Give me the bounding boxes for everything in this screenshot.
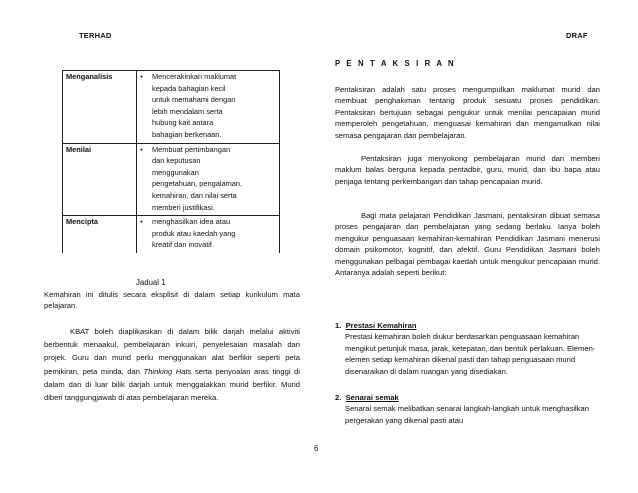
section-title: P E N T A K S I R A N (335, 59, 456, 68)
list-item-text: Prestasi kemahiran boleh diukur berdasarkan penguasaan kemahiran mengikut petunjuk masa, jarak, ketepatan, dan bentuk perlakuan. Elemen- elemen setiap kemahiran dikenal pasti dan tahap penguasaan murid disenaraikan di dalam ruangan yang disediakan. (345, 332, 596, 376)
page-number: 6 (314, 444, 319, 453)
left-paragraph-2: KBAT boleh diaplikasikan di dalam bilik darjah melalui aktiviti berbentuk menaakul, pembelajaran inkuiri, penyelesaian masalah dan projek. Guru dan murid perlu menggunakan alat berfikir seperti peta pemikiran, peta minda, dan Thinking Hats serta penyoalan aras tinggi di dalam dan di luar bilik darjah untuk menggalakkan murid berfikir. Murid diberi tanggungjawab di atas pembelajaran mereka. (44, 327, 300, 403)
table-description: menghasilkan idea atau produk atau kaedah yang kreatif dan inovatif. (146, 216, 280, 253)
table-term: Menganalisis (63, 71, 137, 144)
list-item: 1. Prestasi Kemahiran Prestasi kemahiran boleh diukur berdasarkan penguasaan kemahiran mengikut petunjuk masa, jarak, ketepatan, dan bentuk perlakuan. Elemen- elemen setiap kemahiran dikenal pasti dan tahap penguasaan murid disenaraikan di dalam ruangan yang disediakan. (335, 320, 603, 377)
right-paragraph-2: Pentaksiran juga menyokong pembelajaran murid dan memberi maklum balas berguna kepada pentadbir, guru, murid, dan ibu bapa atau penjaga tentang perkembangan dan tahap pencapaian murid. (335, 154, 600, 186)
list-item-title: Prestasi Kemahiran (345, 321, 417, 330)
right-paragraph-3: Bagi mata pelajaran Pendidikan Jasmani, pentaksiran dibuat semasa proses pengajaran dan pembelajaran yang sedang berlaku. Ianya boleh mengukur penguasaan kemahiran-kemahiran Pendidikan Jasmani menerusi domain psikomotor, kognitif, dan afektif. Guru Pendidikan Jasmani boleh menggunakan pelbagai pembagai kaedah untuk mengukur pencapaian murid. Antaranya adalah seperti berikut: (335, 211, 600, 278)
table-row (63, 216, 280, 253)
list-item-title: Senarai semak (345, 393, 399, 402)
table-caption: Jadual 1 (136, 278, 166, 287)
header-left-label: TERHAD (79, 31, 112, 40)
left-paragraph-1: Kemahiran ini ditulis secara eksplisit di dalam setiap kurikulum mata pelajaran. (44, 290, 300, 311)
right-paragraph-1: Pentaksiran adalah satu proses mengumpulkan maklumat murid dan membuat penghakiman tentang produk sesuatu proses pendidikan. Pentaksiran bertujuan sebagai pengukur untuk menilai pencapaian murid memperoleh pengetahuan, menguasai kemahiran dan mengamalkan nilai semasa pengajaran dan pembelajaran. (335, 85, 600, 140)
header-right-label: DRAF (566, 31, 588, 40)
bullet-icon: • (137, 143, 147, 216)
list-item-text: Senarai semak melibatkan senarai langkah-langkah untuk menghasilkan pergerakan yang dikenal pasti atau (345, 404, 589, 425)
thinking-hats-term: Thinking Hats (143, 366, 192, 376)
table-row (63, 143, 280, 216)
bullet-icon: • (137, 71, 147, 144)
list-item: 2. Senarai semak Senarai semak melibatkan senarai langkah-langkah untuk menghasilkan pergerakan yang dikenal pasti atau (335, 392, 603, 426)
table-row (63, 71, 280, 144)
table-description: Membuat pertimbangan dan keputusan menggunakan pengetahuan, pengalaman, kemahiran, dan nilai serta memberi justifikasi. (146, 143, 280, 216)
table-term: Menilai (63, 143, 137, 216)
bullet-icon: • (137, 216, 147, 253)
table-term: Mencipta (63, 216, 137, 253)
table-description: Mencerakinkan maklumat kepada bahagian kecil untuk memahami dengan lebih mendalam serta hubung kait antara bahagian berkenaan. (146, 71, 280, 144)
thinking-skills-table (62, 70, 280, 253)
